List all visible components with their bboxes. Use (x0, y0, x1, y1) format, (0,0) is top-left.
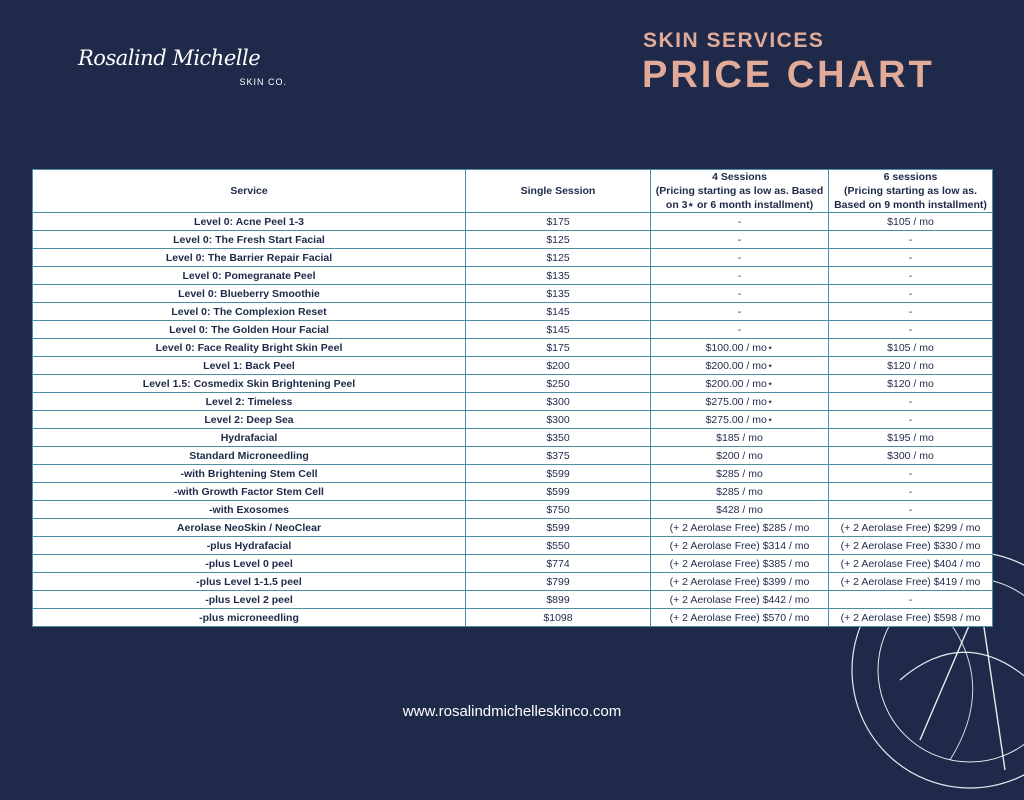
table-row (33, 591, 993, 609)
four-session-price: $200.00 / mo⋆ (651, 375, 829, 393)
header-six-title: 6 sessions (883, 171, 938, 183)
table-row (33, 231, 993, 249)
six-session-price: - (829, 285, 993, 303)
single-price: $125 (466, 231, 651, 249)
single-price: $599 (466, 483, 651, 501)
table-row (33, 339, 993, 357)
single-price: $135 (466, 267, 651, 285)
four-session-price: $275.00 / mo⋆ (651, 411, 829, 429)
single-price: $550 (466, 537, 651, 555)
four-session-price: $100.00 / mo⋆ (651, 339, 829, 357)
single-price: $799 (466, 573, 651, 591)
single-price: $145 (466, 303, 651, 321)
service-name: Level 1: Back Peel (33, 357, 466, 375)
service-name: -plus microneedling (33, 609, 466, 627)
six-session-price: (+ 2 Aerolase Free) $330 / mo (829, 537, 993, 555)
single-price: $125 (466, 249, 651, 267)
table-row (33, 573, 993, 591)
four-session-price: - (651, 213, 829, 231)
table-row (33, 267, 993, 285)
header-four-note: (Pricing starting as low as. Based on 3⋆ or 6 month installment) (655, 185, 824, 211)
four-session-price: $285 / mo (651, 465, 829, 483)
six-session-price: - (829, 393, 993, 411)
six-session-price: $195 / mo (829, 429, 993, 447)
price-table-body (33, 213, 993, 627)
six-session-price: $120 / mo (829, 375, 993, 393)
table-row (33, 321, 993, 339)
six-session-price: $105 / mo (829, 339, 993, 357)
service-name: -with Brightening Stem Cell (33, 465, 466, 483)
four-session-price: - (651, 267, 829, 285)
table-row (33, 483, 993, 501)
page-title: PRICE CHART (642, 54, 935, 96)
six-session-price: - (829, 267, 993, 285)
six-session-price: - (829, 231, 993, 249)
four-session-price: - (651, 249, 829, 267)
single-price: $375 (466, 447, 651, 465)
service-name: -plus Level 1-1.5 peel (33, 573, 466, 591)
table-row (33, 609, 993, 627)
table-row (33, 465, 993, 483)
six-session-price: (+ 2 Aerolase Free) $404 / mo (829, 555, 993, 573)
four-session-price: (+ 2 Aerolase Free) $399 / mo (651, 573, 829, 591)
table-row (33, 375, 993, 393)
service-name: Level 0: Face Reality Bright Skin Peel (33, 339, 466, 357)
table-row (33, 213, 993, 231)
six-session-price: - (829, 249, 993, 267)
table-row (33, 357, 993, 375)
header-single-session: Single Session (466, 170, 651, 213)
table-header-row (33, 170, 993, 213)
website-link[interactable]: www.rosalindmichelleskinco.com (402, 703, 622, 720)
four-session-price: $285 / mo (651, 483, 829, 501)
six-session-price: $105 / mo (829, 213, 993, 231)
page-subtitle: SKIN SERVICES (643, 29, 825, 52)
single-price: $250 (466, 375, 651, 393)
service-name: Level 0: Blueberry Smoothie (33, 285, 466, 303)
service-name: Level 0: The Golden Hour Facial (33, 321, 466, 339)
table-row (33, 555, 993, 573)
single-price: $350 (466, 429, 651, 447)
service-name: Level 2: Timeless (33, 393, 466, 411)
service-name: -plus Level 2 peel (33, 591, 466, 609)
six-session-price: $120 / mo (829, 357, 993, 375)
single-price: $300 (466, 411, 651, 429)
six-session-price: (+ 2 Aerolase Free) $598 / mo (829, 609, 993, 627)
four-session-price: $428 / mo (651, 501, 829, 519)
service-name: Level 0: Pomegranate Peel (33, 267, 466, 285)
six-session-price: - (829, 591, 993, 609)
single-price: $1098 (466, 609, 651, 627)
header-six-sessions (829, 170, 993, 213)
single-price: $135 (466, 285, 651, 303)
single-price: $175 (466, 339, 651, 357)
service-name: Level 0: Acne Peel 1-3 (33, 213, 466, 231)
service-name: -plus Level 0 peel (33, 555, 466, 573)
service-name: Level 0: The Fresh Start Facial (33, 231, 466, 249)
service-name: Level 1.5: Cosmedix Skin Brightening Peel (33, 375, 466, 393)
four-session-price: - (651, 285, 829, 303)
table-row (33, 447, 993, 465)
header-six-note: (Pricing starting as low as. Based on 9 month installment) (834, 185, 987, 211)
service-name: Hydrafacial (33, 429, 466, 447)
four-session-price: (+ 2 Aerolase Free) $385 / mo (651, 555, 829, 573)
table-row (33, 303, 993, 321)
single-price: $599 (466, 519, 651, 537)
table-row (33, 429, 993, 447)
six-session-price: - (829, 483, 993, 501)
service-name: Standard Microneedling (33, 447, 466, 465)
logo-subtitle: SKIN CO. (239, 77, 287, 87)
single-price: $175 (466, 213, 651, 231)
single-price: $599 (466, 465, 651, 483)
service-name: -with Exosomes (33, 501, 466, 519)
four-session-price: - (651, 321, 829, 339)
service-name: Level 0: The Barrier Repair Facial (33, 249, 466, 267)
four-session-price: - (651, 303, 829, 321)
single-price: $774 (466, 555, 651, 573)
four-session-price: $185 / mo (651, 429, 829, 447)
service-name: -with Growth Factor Stem Cell (33, 483, 466, 501)
table-row (33, 285, 993, 303)
single-price: $145 (466, 321, 651, 339)
logo-script: Rosalind Michelle (78, 46, 261, 70)
four-session-price: (+ 2 Aerolase Free) $442 / mo (651, 591, 829, 609)
service-name: Level 0: The Complexion Reset (33, 303, 466, 321)
service-name: -plus Hydrafacial (33, 537, 466, 555)
header-service: Service (33, 170, 466, 213)
six-session-price: - (829, 465, 993, 483)
four-session-price: - (651, 231, 829, 249)
six-session-price: - (829, 303, 993, 321)
single-price: $750 (466, 501, 651, 519)
six-session-price: (+ 2 Aerolase Free) $299 / mo (829, 519, 993, 537)
four-session-price: $275.00 / mo⋆ (651, 393, 829, 411)
six-session-price: - (829, 411, 993, 429)
brand-logo (78, 44, 293, 96)
table-row (33, 249, 993, 267)
service-name: Aerolase NeoSkin / NeoClear (33, 519, 466, 537)
single-price: $200 (466, 357, 651, 375)
price-table (32, 169, 993, 627)
table-row (33, 537, 993, 555)
four-session-price: (+ 2 Aerolase Free) $570 / mo (651, 609, 829, 627)
single-price: $899 (466, 591, 651, 609)
header-four-sessions (651, 170, 829, 213)
four-session-price: $200 / mo (651, 447, 829, 465)
four-session-price: (+ 2 Aerolase Free) $285 / mo (651, 519, 829, 537)
six-session-price: $300 / mo (829, 447, 993, 465)
six-session-price: - (829, 321, 993, 339)
single-price: $300 (466, 393, 651, 411)
table-row (33, 501, 993, 519)
four-session-price: (+ 2 Aerolase Free) $314 / mo (651, 537, 829, 555)
six-session-price: (+ 2 Aerolase Free) $419 / mo (829, 573, 993, 591)
table-row (33, 393, 993, 411)
six-session-price: - (829, 501, 993, 519)
four-session-price: $200.00 / mo⋆ (651, 357, 829, 375)
table-row (33, 411, 993, 429)
header-four-title: 4 Sessions (712, 171, 767, 183)
table-row (33, 519, 993, 537)
service-name: Level 2: Deep Sea (33, 411, 466, 429)
